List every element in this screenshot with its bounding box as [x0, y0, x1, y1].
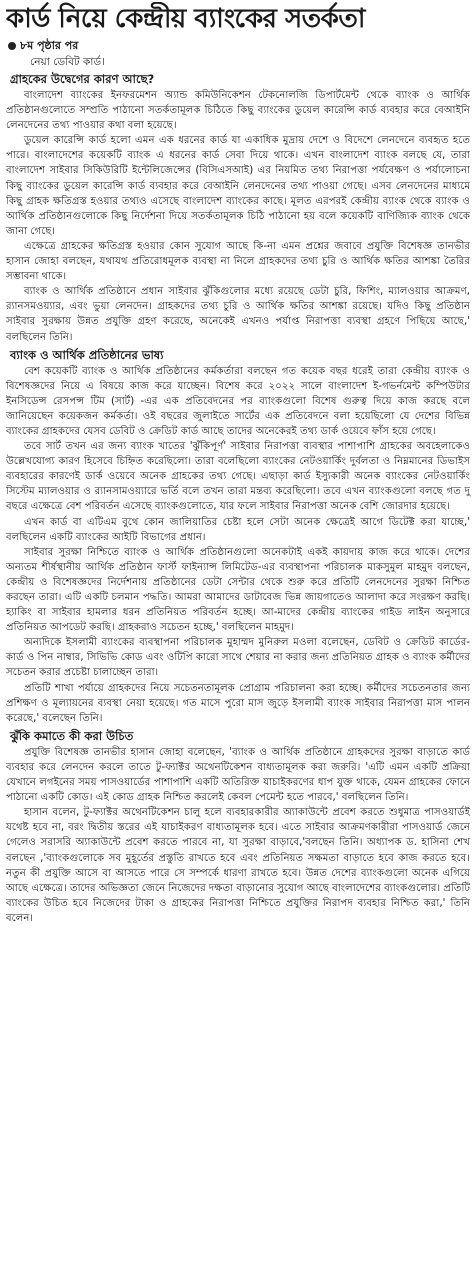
body-paragraph: হাসান বলেন, টু-ফ্যাক্টর অথেনটিকেশন চালু হলে ব্যবহারকারীর অ্যাকাউন্টে প্রবেশ করতে শুধুমাত্র পাসওয়ার্ডই যথেষ্ট হবে না, বরং দ্বিতীয় স্তরের এই যাচাইকরণ বাধ্যতামূলক হবে। এতে সাইবার আক্রমণকারীরা পাসওয়ার্ড জেনে গেলেও সরাসরি অ্যাকাউন্টে প্রবেশ করতে পারবে না, যা সুরক্ষা বাড়াবে,'বলছেন তিনি। অধ্যাপক ড. হাসিনা শেখ বলছেন ,'ব্যাংকগুলোকে সব মুহূর্তের প্রস্তুতি রাখতে হবে এবং প্রতিনিয়ত সক্ষমতা বাড়াতে হবে কাজ করতে হবে। নতুন কী প্রযুক্তি আসে বা আসতে পারে সে সম্পর্কে ধারণা রাখতে হবে। উন্নত দেশের ব্যাংকগুলো অনেক এগিয়ে আছে এক্ষেত্রে। তাদের অভিজ্ঞতা জেনে নিজেদের দক্ষতা বাড়ানোর সুযোগ আছে বাংলাদেশের ব্যাংকগুলোর। প্রতিটি ব্যাংকের উচিত হবে নিজেদের টাকা ও গ্রাহকের নিরাপত্তা নিশ্চিতে প্রযুক্তির নিরাপদ ব্যবহার নিশ্চিত করা,' তিনি বলেন। [6, 807, 470, 924]
section-heading-risk-reduction: ঝুঁকি কমাতে কী করা উচিত [10, 728, 134, 743]
news-article [0, 2, 476, 1263]
section-heading-concern: গ্রাহকের উদ্বেগের কারণ আছে? [10, 72, 155, 86]
body-paragraph: বেশ কয়েকটি ব্যাংক ও আর্থিক প্রতিষ্ঠানের কর্মকর্তারা বলছেন গত কয়েক বছর ধরেই তারা কেন্দ্রীয় ব্যাংক ও বিশেষজ্ঞদের নিয়ে এ বিষয়ে কাজ করে যাচ্ছেন। বিশেষ করে ২০২২ সালে বাংলাদেশ ই-গভর্নমেন্ট কম্পিউটার ইনসিডেন্স রেসপন্স টিম (সার্ট) -এর এক প্রতিবেদনের পর ব্যাংকগুলো বিশেষ গুরুত্ব দিয়ে কাজ করছে বলে জানিয়েছেন কয়েকজন কর্মকর্তা। ওই বছরের জুলাইতে সার্টের এক প্রতিবেদনে বলা হয়েছিলো যে দেশের বিভিন্ন ব্যাংকের গ্রাহকদের যেসব ডেবিট ও ক্রেডিট কার্ড আছে তাদের অনেকেরই তথ্য ডার্ক ওয়েবে ফাঁস হয়ে গেছে। [6, 365, 470, 437]
article-headline: কার্ড নিয়ে কেন্দ্রীয় ব্যাংকের সতর্কতা [6, 4, 365, 34]
body-paragraph: তবে সার্ট তখন এর জন্য ব্যাংক খাতের 'ঝুঁকিপূর্ণ' সাইবার নিরাপত্তা ব্যবস্থার পাশাপাশি গ্রাহকের অবহেলাকেও উল্লেখযোগ্য কারণ হিসেবে চিহ্নিত করেছিলো। তারা বলেছিলো ব্যাংকের নেটওয়ার্কিং দুর্বলতা ও নিম্নমানের ডিভাইস ব্যবহারের কারণেই ডার্ক ওয়েবে অনেক গ্রাহকের তথ্য গেছে। এছাড়া কার্ড ইস্যুকারী অনেক ব্যাংকের নেটওয়ার্কিং সিস্টেম ম্যালওয়ার ও র‍্যানসামওয়্যারে ভর্তি বলে তখন তারা মন্তব্য করেছিলো। তবে এখন ব্যাংকগুলো বলছে গত দু বছরে এক্ষেত্রে বেশ পরিবর্তন এসেছে ব্যাংকগুলোতে, যার ফলে সাইবার নিরাপত্তা অনেক বেশি জোরদার হয়েছে। [6, 441, 470, 513]
continued-from-text: ৮ম পৃষ্ঠার পর [20, 39, 79, 52]
body-paragraph: এক্ষেত্রে গ্রাহকের ক্ষতিগ্রস্ত হওয়ার কোন সুযোগ আছে কি-না এমন প্রশ্নের জবাবে প্রযুক্তি বিশেষজ্ঞ তানভীর হাসান জোহা বলছেন, যথাযথ প্রতিরোধমূলক ব্যবস্থা না নিলে গ্রাহকদের তথ্য চুরি ও আর্থিক ক্ষতির আশঙ্কা তৈরির সম্ভাবনা থাকে। [6, 240, 470, 283]
body-paragraph: অন্যদিকে ইসলামী ব্যাংকের ব্যবস্থাপনা পরিচালক মুহাম্মদ মুনিরুল মওলা বলেছেন, ডেবিট ও ক্রেডিট কার্ডের- কার্ড ও পিন নাম্বার, সিভিভি কোড এবং ওটিপি কারো সাথে শেয়ার না করার জন্য প্রতিনিয়ত গ্রাহক ও ব্যাংক কর্মীদের সচেতন করার প্রচেষ্টা চালাচ্ছেন তারা। [6, 637, 470, 679]
body-paragraph: বাংলাদেশ ব্যাংকের ইনফরমেশন অ্যান্ড কমিউনিকেশন টেকনোলজি ডিপার্টমেন্ট থেকে ব্যাংক ও আর্থিক প্রতিষ্ঠানগুলোতে সম্প্রতি পাঠানো সতর্কতামূলক চিঠিতে কিছু ব্যাংকের ডুয়েল কারেন্সি কার্ড ব্যবহার করে বেআইনি লেনদেনের তথ্য পাওয়ার কথা বলা হয়েছে। [6, 90, 470, 132]
bullet-icon [8, 42, 16, 50]
body-paragraph: ডুয়েল কারেন্সি কার্ড হলো এমন এক ধরনের কার্ড যা একাধিক মুদ্রায় দেশে ও বিদেশে লেনদেনে ব্যবহৃত হতে পারে। বাংলাদেশের কয়েকটি ব্যাংক এ ধরনের কার্ড সেবা দিয়ে থাকে। এখন বাংলাদেশ ব্যাংক বলছে যে, তারা বাংলাদেশ সাইবার সিকিউরিটি ইন্টেলিজেন্সের (বিসিএসআই) এর নিয়মিত তথ্য নিরাপত্তা পর্যবেক্ষণ ও পর্যালোচনা কিছু ব্যাংকের ডুয়েল কারেন্সি কার্ড ব্যবহার করে বেআইনি লেনদেনের তথ্য পাওয়া গেছে। এসব লেনদেনের মাধ্যমে কিছু গ্রাহক ক্ষতিগ্রস্ত হওয়ার তথ্যও এসেছে বাংলাদেশ ব্যাংকের কাছে। মূলত এরপরই কেন্দ্রীয় ব্যাংক থেকে ব্যাংক ও আর্থিক প্রতিষ্ঠানগুলোকে কিছু নির্দেশনা দিয়ে সতর্কতামূলক চিঠি পাঠানো হয় বলে কয়েকটি বাণিজ্যিক ব্যাংক থেকে জানা গেছে। [6, 135, 470, 237]
body-paragraph: এখন কার্ড বা এটিএম বুথে কোন জালিয়াতির চেষ্টা হলে সেটা অনেক ক্ষেত্রেই আগে ডিটেক্ট করা যাচ্ছে,' বলছিলেন একটি ব্যাংকের আইটি বিভাগের প্রধান। [6, 516, 470, 543]
section-heading-banks-statement: ব্যাংক ও আর্থিক প্রতিষ্ঠানের ভাষ্য [10, 347, 164, 362]
body-paragraph: ব্যাংক ও আর্থিক প্রতিষ্ঠানে প্রধান সাইবার ঝুঁকিগুলোর মধ্যে রয়েছে ডেটা চুরি, ফিশিং, ম্যালওয়ার আক্রমণ, র‍্যানসমওয়্যার, এবং ভুয়া লেনদেন। গ্রাহকদের তথ্য চুরি ও আর্থিক ক্ষতির আশঙ্কা রয়েছে। যদিও কিছু প্রতিষ্ঠান সাইবার সুরক্ষায় উন্নত প্রযুক্তি গ্রহণ করেছে, অনেকেই এখনও পর্যাপ্ত নিরাপত্তা ব্যবস্থা গ্রহণে পিছিয়ে আছে,' বলছিলেন তিনি। [6, 286, 470, 343]
body-paragraph: প্রযুক্তি বিশেষজ্ঞ তানভীর হাসান জোহা বলেছেন, 'ব্যাংক ও আর্থিক প্রতিষ্ঠানে গ্রাহকদের সুরক্ষা বাড়াতে কার্ড ব্যবহার করে লেনদেন করলে তাতে টু-ফ্যাক্টর অথেনটিকেশন বাধ্যতামূলক করা জরুরি। 'এটি এমন একটি প্রক্রিয়া যেখানে লগইনের সময় পাসওয়ার্ডের পাশাপাশি একটি অতিরিক্ত যাচাইকরণের ধাপ যুক্ত থাকে, যেমন গ্রাহকের ফোনে পাঠানো একটি কোড। এই কোড গ্রাহক নিশ্চিত করলেই কেবল পেমেন্ট হতে পারবে,' বলছিলেন তিনি। [6, 746, 470, 804]
body-paragraph: প্রতিটি শাখা পর্যায়ে গ্রাহকদের নিয়ে সচেতনতামূলক প্রোগ্রাম পরিচালনা করা হচ্ছে। কর্মীদের সচেতনতার জন্য প্রশিক্ষণ ও মূল্যায়নের ব্যবস্থা নেয়া হয়েছে। গত মাসে পুরো মাস জুড়ে ইসলামী ব্যাংক সাইবার নিরাপত্তা মাস পালন করেছে,' বলেছেন তিনি। [6, 682, 470, 724]
lead-in-text: নেয়া ডেবিট কার্ড। [30, 56, 105, 68]
continued-from-label [8, 39, 470, 53]
body-paragraph: সাইবার সুরক্ষা নিশ্চিতে ব্যাংক ও আর্থিক প্রতিষ্ঠানগুলো অনেকটাই একই কায়দায় কাজ করে থাকে। দেশের অন্যতম শীর্ষস্থানীয় আর্থিক প্রতিষ্ঠান ফার্স্ট ফাইন্যান্স লিমিটেড-এর ব্যবস্থাপনা পরিচালক মাকসুমুল মাহমুদ বলছেন, কেন্দ্রীয় ও বিশেষজ্ঞদের নির্দেশনায় প্রতিষ্ঠানের ডেটা সেন্টার থেকে শুরু করে প্রতিটি লেনদেনের সুরক্ষা নিশ্চিত করছেন তারা। এটি একটি চলমান পদ্ধতি। আমরা আমাদের ডাটাবেজ ভিন্ন জায়গাতেও আলাদা করে সংরক্ষণ করছি। হ্যাকিং বা সাইবার হামলার ধরন প্রতিনিয়ত পরিবর্তন হচ্ছে। আ-মাদের কেন্দ্রীয় ব্যাংকের গাইড লাইন অনুসারে প্রতিনিয়ত আপডেট করছি। গ্রাহকরাও সচেতন হচ্ছে,' বলছিলেন মাহমুদ। [6, 546, 470, 634]
